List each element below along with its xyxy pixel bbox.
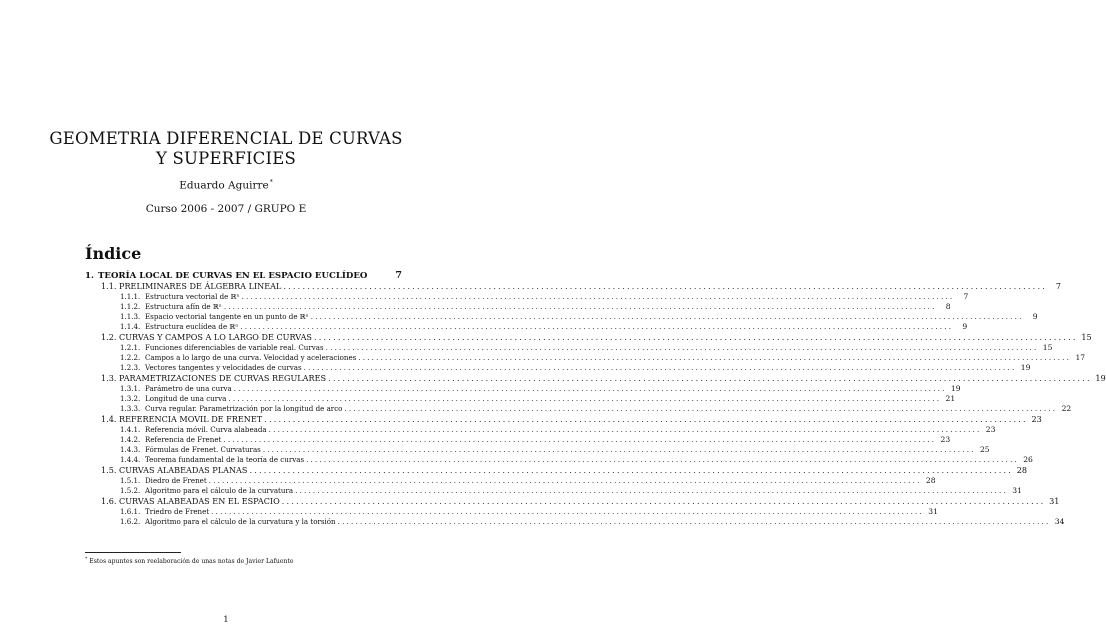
- toc-entry-label: Algoritmo para el cálculo de la curvatura: [145, 486, 294, 495]
- toc-entry-number: 1.1.2.: [120, 302, 141, 311]
- toc-dot-leader: ................................................................................................................................................................: [268, 425, 982, 434]
- toc-subsection-entry: [120, 292, 969, 302]
- toc-entry-number: 1.1.4.: [120, 322, 141, 331]
- toc-entry-label: Estructura afín de ℝⁿ: [145, 302, 222, 311]
- toc-section-entry: [101, 465, 1028, 475]
- toc-dot-leader: ................................................................................................................................................................: [249, 465, 1014, 475]
- author-footnote-mark: *: [269, 179, 273, 186]
- toc-entry-label: PARAMETRIZACIONES DE CURVAS REGULARES: [119, 373, 327, 383]
- index-heading: Índice: [85, 244, 142, 263]
- toc-subsection-entry: [120, 445, 990, 455]
- toc-subsection-entry: [120, 517, 1065, 527]
- toc-entry-page: 23: [940, 435, 951, 444]
- toc-entry-label: Longitud de una curva: [145, 394, 227, 403]
- toc-entry-number: 1.4.3.: [120, 445, 141, 454]
- toc-entry-page: 9: [1032, 312, 1038, 321]
- toc-entry-page: 19: [1020, 363, 1031, 372]
- toc-entry-page: 17: [1075, 353, 1086, 362]
- toc-entry-page: 25: [979, 445, 990, 454]
- toc-entry-page: 23: [985, 425, 996, 434]
- toc-dot-leader: ................................................................................................................................................................: [344, 404, 1058, 413]
- toc-dot-leader: ................................................................................................................................................................: [358, 353, 1072, 362]
- toc-dot-leader: ................................................................................................................................................................: [328, 373, 1092, 383]
- toc-dot-leader: ................................................................................................................................................................: [313, 332, 1078, 342]
- toc-dot-leader: ................................................................................................................................................................: [310, 312, 1024, 321]
- toc-entry-page: 31: [1012, 486, 1022, 495]
- toc-entry-label: Espacio vectorial tangente en un punto de ℝⁿ: [145, 312, 309, 321]
- toc-subsection-entry: [120, 363, 1031, 373]
- toc-entry-number: 1.1.1.: [120, 292, 141, 301]
- toc-entry-page: 26: [1023, 455, 1033, 464]
- toc-entry-label: Triedro de Frenet: [145, 507, 210, 516]
- toc-entry-number: 1.: [85, 271, 94, 281]
- toc-entry-label: Parámetro de una curva: [145, 384, 232, 393]
- toc-entry-number: 1.3.2.: [120, 394, 141, 403]
- toc-entry-label: Referencia móvil. Curva alabeada: [145, 425, 267, 434]
- toc-subsection-entry: [120, 312, 1038, 322]
- toc-subsection-entry: [120, 322, 968, 332]
- toc-section-entry: [101, 332, 1092, 342]
- toc-dot-leader: ................................................................................................................................................................: [295, 486, 1008, 495]
- course-line: Curso 2006 - 2007 / GRUPO E: [145, 203, 307, 215]
- toc-entry-page: 31: [928, 507, 938, 516]
- toc-entry-page: 9: [962, 322, 968, 331]
- footnote-mark: *: [85, 557, 88, 562]
- toc-dot-leader: ................................................................................................................................................................: [337, 517, 1051, 526]
- footnote-rule: [85, 552, 181, 553]
- toc-entry-label: Algoritmo para el cálculo de la curvatura y la torsión: [145, 517, 336, 526]
- toc-entry-page: 19: [950, 384, 961, 393]
- toc-entry-page: 28: [1016, 465, 1028, 475]
- toc-dot-leader: ................................................................................................................................................................: [283, 281, 1048, 291]
- toc-entry-page: 21: [945, 394, 956, 403]
- toc-section-entry: [101, 373, 1106, 383]
- toc-entry-label: CURVAS Y CAMPOS A LO LARGO DE CURVAS: [119, 332, 312, 342]
- toc-entry-label: Fórmulas de Frenet. Curvaturas: [145, 445, 261, 454]
- author: [0, 176, 452, 193]
- toc-dot-leader: ................................................................................................................................................................: [223, 435, 937, 444]
- toc-dot-leader: ................................................................................................................................................................: [228, 394, 942, 403]
- toc-entry-number: 1.5.: [101, 465, 117, 475]
- toc-subsection-entry: [120, 404, 1072, 414]
- toc-entry-page: 7: [963, 292, 969, 301]
- toc-entry-label: Vectores tangentes y velocidades de curvas: [145, 363, 302, 372]
- toc-section-entry: [101, 281, 1062, 291]
- toc-entry-number: 1.2.1.: [120, 343, 141, 352]
- toc-entry-number: 1.4.2.: [120, 435, 141, 444]
- title-line-2: Y SUPERFICIES: [156, 149, 296, 168]
- toc-entry-page: 23: [1031, 414, 1042, 424]
- toc-entry-number: 1.1.3.: [120, 312, 141, 321]
- toc-entry-label: Funciones diferenciables de variable real. Curvas: [145, 343, 324, 352]
- toc-section-entry: [101, 414, 1042, 424]
- toc-entry-number: 1.5.2.: [120, 486, 141, 495]
- toc-subsection-entry: [120, 394, 956, 404]
- toc-entry-page: 28: [925, 476, 936, 485]
- toc-entry-page: 7: [395, 270, 402, 281]
- toc-subsection-entry: [120, 384, 961, 394]
- toc-dot-leader: ................................................................................................................................................................: [303, 363, 1017, 372]
- toc-entry-number: 1.6.1.: [120, 507, 141, 516]
- toc-entry-number: 1.3.1.: [120, 384, 141, 393]
- toc-entry-number: 1.3.3.: [120, 404, 141, 413]
- toc-entry-page: 15: [1042, 343, 1053, 352]
- toc-entry-label: Diedro de Frenet: [145, 476, 207, 485]
- toc-entry-label: REFERENCIA MOVIL DE FRENET: [119, 414, 263, 424]
- toc-dot-leader: ................................................................................................................................................................: [306, 455, 1019, 464]
- toc-entry-number: 1.6.2.: [120, 517, 141, 526]
- toc-entry-label: Estructura vectorial de ℝⁿ: [145, 292, 240, 301]
- toc-entry-number: 1.6.: [101, 496, 117, 506]
- toc-entry-page: 15: [1081, 332, 1092, 342]
- toc-entry-number: 1.2.2.: [120, 353, 141, 362]
- toc-subsection-entry: [120, 302, 951, 312]
- toc-subsection-entry: [120, 435, 951, 445]
- toc-entry-number: 1.3.: [101, 373, 117, 383]
- toc-subsection-entry: [120, 476, 936, 486]
- toc-dot-leader: ................................................................................................................................................................: [233, 384, 947, 393]
- toc-dot-leader: ................................................................................................................................................................: [325, 343, 1039, 352]
- title-line-1: GEOMETRIA DIFERENCIAL DE CURVAS: [49, 129, 403, 148]
- toc-subsection-entry: [120, 486, 1022, 496]
- toc-dot-leader: ................................................................................................................................................................: [241, 292, 955, 301]
- toc-entry-label: CURVAS ALABEADAS PLANAS: [119, 465, 248, 475]
- toc-dot-leader: ................................................................................................................................................................: [208, 476, 922, 485]
- toc-entry-label: Referencia de Frenet: [145, 435, 222, 444]
- toc-entry-number: 1.4.1.: [120, 425, 141, 434]
- document-title: [0, 129, 452, 169]
- toc-entry-label: CURVAS ALABEADAS EN EL ESPACIO: [119, 496, 280, 506]
- toc-subsection-entry: [120, 425, 996, 435]
- toc-entry-label: Campos a lo largo de una curva. Velocidad y aceleraciones: [145, 353, 357, 362]
- toc-dot-leader: ................................................................................................................................................................: [223, 302, 937, 311]
- footnote-text: Estos apuntes son reelaboración de unas notas de Javier Lafuente: [89, 558, 294, 566]
- toc-entry-label: PRELIMINARES DE ÁLGEBRA LINEAL: [119, 281, 282, 291]
- toc-entry-page: 22: [1061, 404, 1072, 413]
- toc-entry-number: 1.5.1.: [120, 476, 141, 485]
- toc-entry-label: Estructura euclídea de ℝⁿ: [145, 322, 239, 331]
- footnote: [85, 556, 405, 566]
- toc-subsection-entry: [120, 353, 1086, 363]
- toc-entry-page: 8: [945, 302, 951, 311]
- toc-subsection-entry: [120, 343, 1053, 353]
- toc-section-entry: [101, 496, 1060, 506]
- toc-subsection-entry: [120, 507, 938, 517]
- toc-dot-leader: ................................................................................................................................................................: [264, 414, 1028, 424]
- toc-entry-number: 1.2.: [101, 332, 117, 342]
- page-number: 1: [223, 615, 229, 625]
- toc-entry-number: 1.2.3.: [120, 363, 141, 372]
- toc-subsection-entry: [120, 455, 1033, 465]
- toc-entry-label: Curva regular. Parametrización por la longitud de arco: [145, 404, 343, 413]
- toc-dot-leader: ................................................................................................................................................................: [262, 445, 976, 454]
- toc-dot-leader: ................................................................................................................................................................: [281, 496, 1046, 506]
- toc-entry-number: 1.1.: [101, 281, 117, 291]
- toc-dot-leader: ................................................................................................................................................................: [211, 507, 924, 516]
- toc-entry-page: 34: [1054, 517, 1065, 526]
- toc-entry-number: 1.4.4.: [120, 455, 141, 464]
- toc-entry-label: Teorema fundamental de la teoría de curvas: [145, 455, 305, 464]
- toc-entry-label: TEORÍA LOCAL DE CURVAS EN EL ESPACIO EUCLÍDEO: [98, 271, 368, 281]
- toc-entry-page: 19: [1095, 373, 1106, 383]
- toc-entry-number: 1.4.: [101, 414, 117, 424]
- toc-entry-page: 31: [1049, 496, 1060, 506]
- author-name: Eduardo Aguirre: [179, 179, 269, 192]
- toc-dot-leader: ................................................................................................................................................................: [240, 322, 954, 331]
- toc-entry-page: 7: [1055, 281, 1062, 291]
